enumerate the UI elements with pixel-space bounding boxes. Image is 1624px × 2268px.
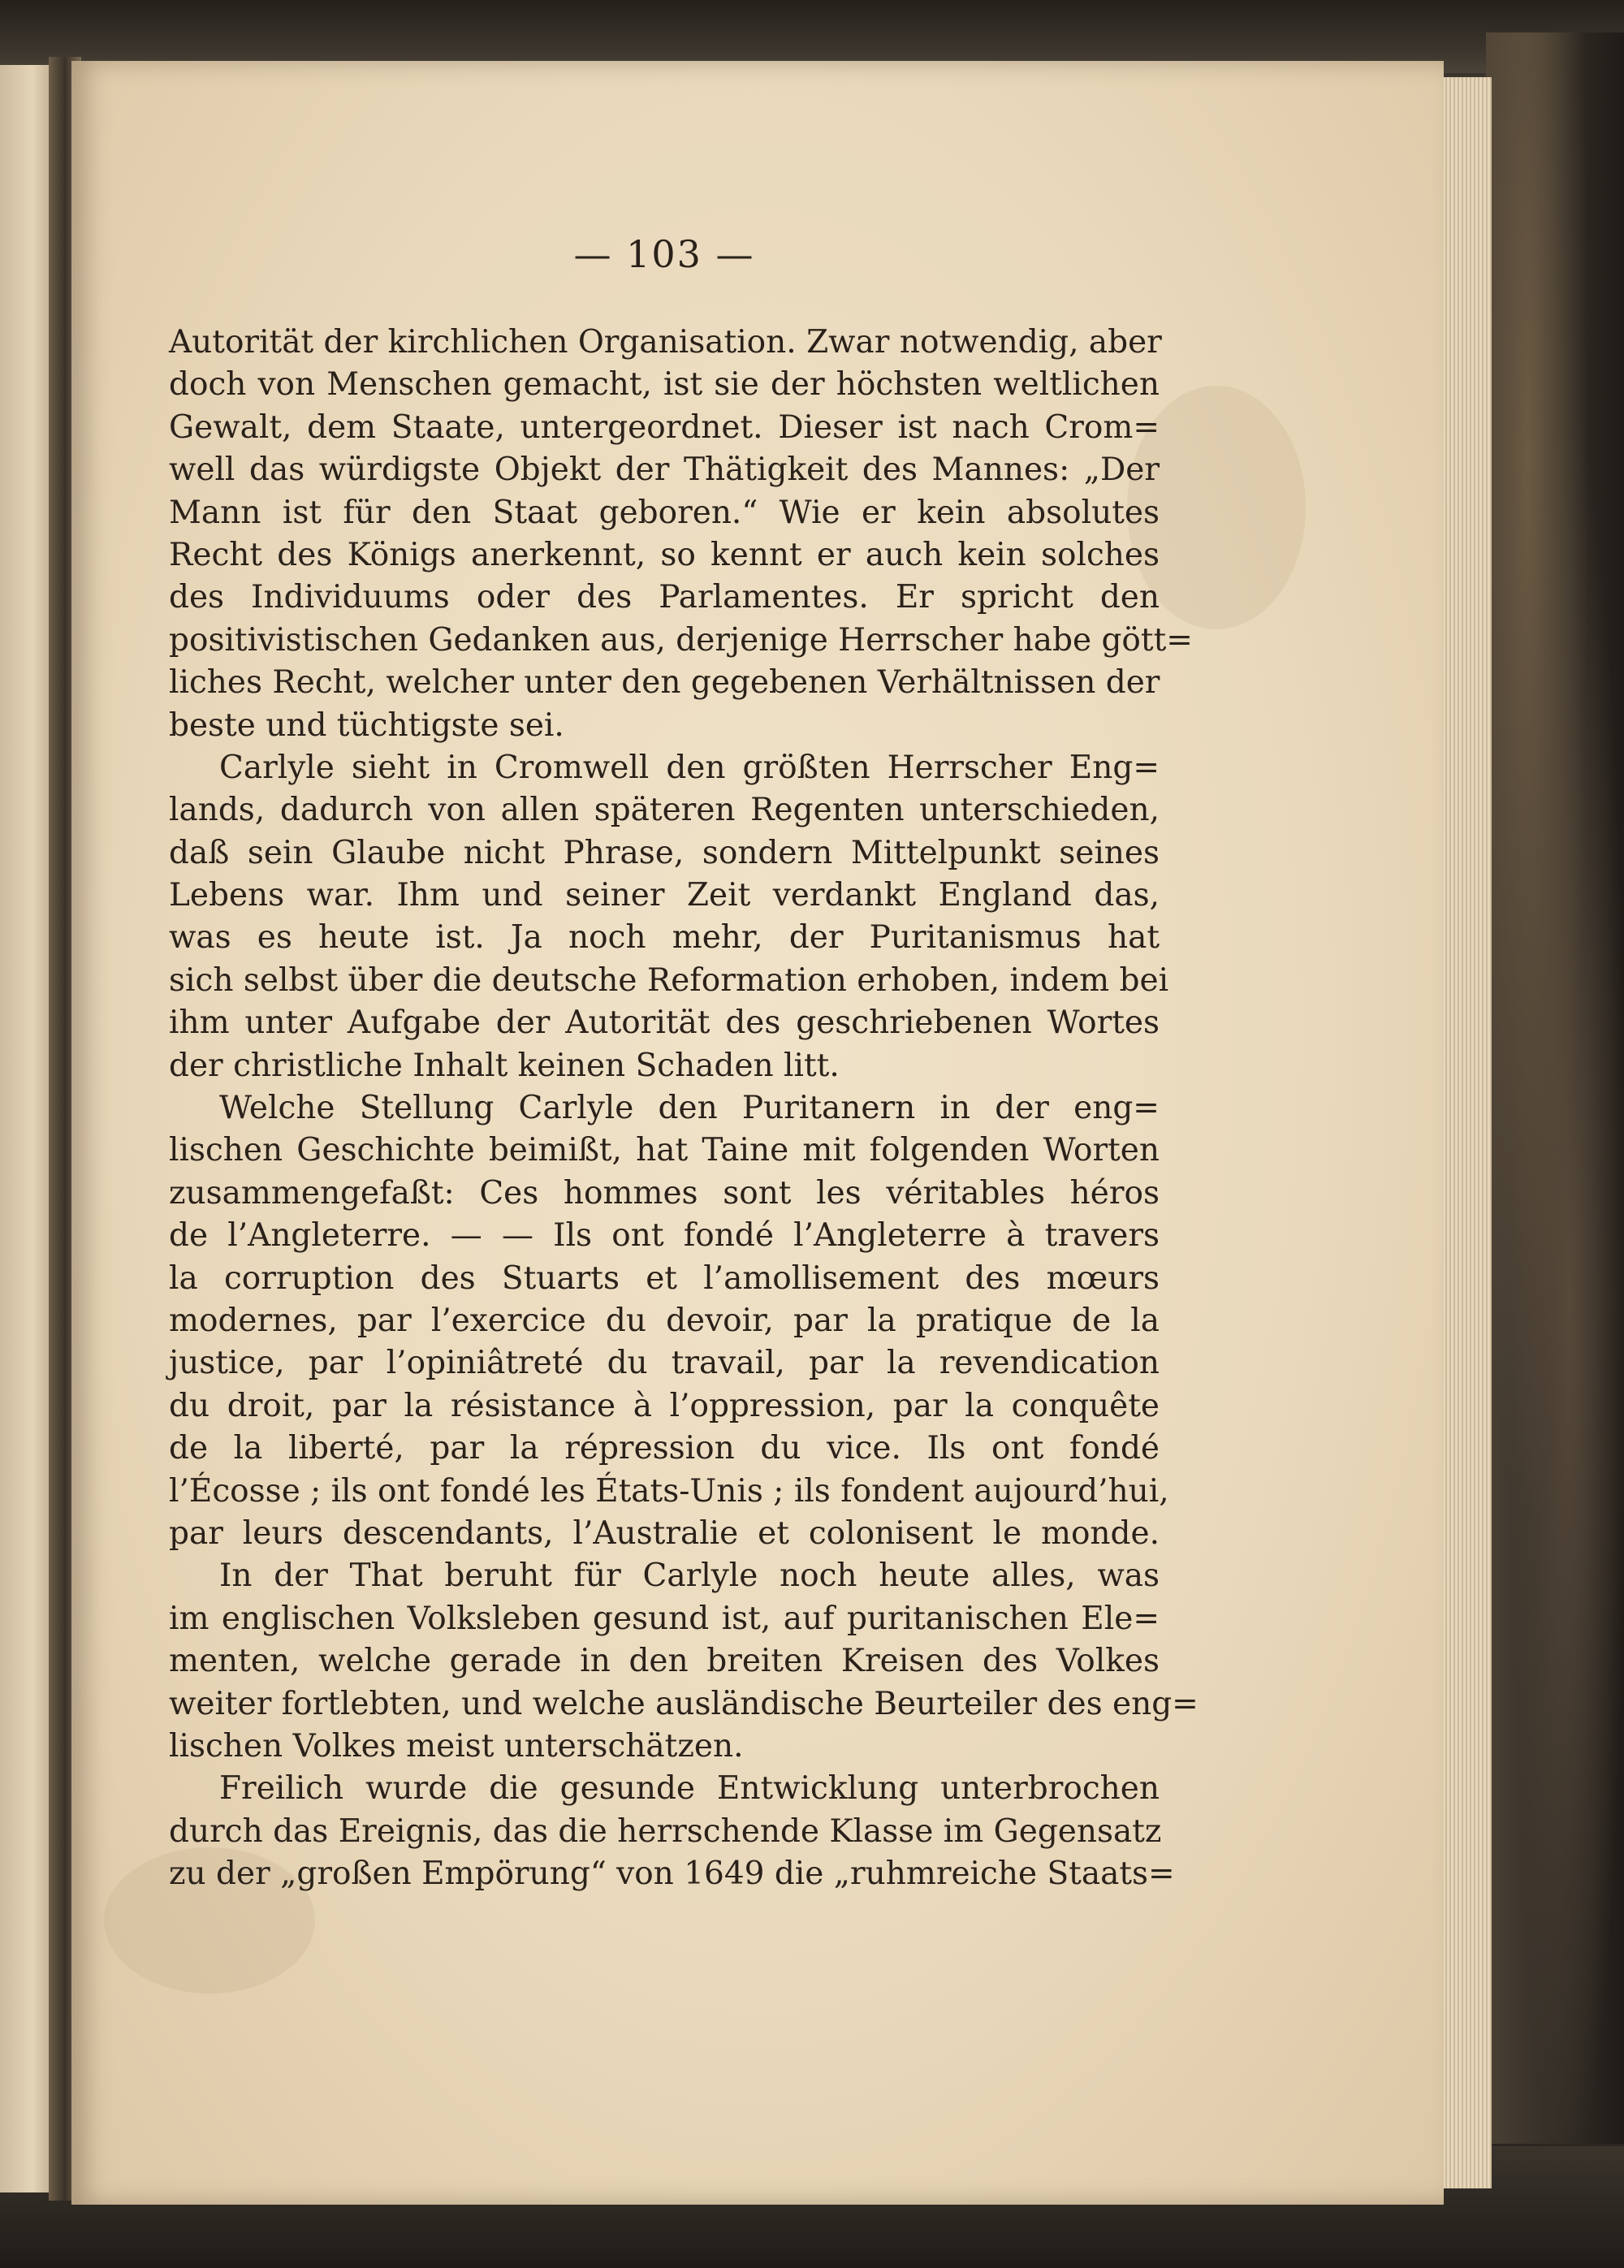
- text-line: positivistischen Gedanken aus, derjenige Herrscher habe gött=: [169, 621, 1193, 659]
- text-line: menten, welche gerade in den breiten Kreisen des Volkes: [169, 1643, 1160, 1680]
- text-line: doch von Menschen gemacht, ist sie der höchsten weltlichen: [169, 366, 1160, 404]
- text-line: l’Écosse ; ils ont fondé les États-Unis ; ils fondent aujourd’hui,: [169, 1472, 1169, 1510]
- text-line: Freilich wurde die gesunde Entwicklung unterbrochen: [219, 1770, 1160, 1808]
- text-line: Carlyle sieht in Cromwell den größten Herrscher Eng=: [219, 749, 1160, 786]
- body-text: [169, 322, 1199, 1895]
- text-line: liches Recht, welcher unter den gegebenen Verhältnissen der: [169, 664, 1160, 702]
- text-line: Mann ist für den Staat geboren.“ Wie er kein absolutes: [169, 494, 1160, 531]
- text-line: la corruption des Stuarts et l’amollisement des mœurs: [169, 1259, 1160, 1297]
- text-line: Welche Stellung Carlyle den Puritanern in der eng=: [219, 1090, 1160, 1127]
- text-line: lands, dadurch von allen späteren Regenten unterschieden,: [169, 792, 1160, 829]
- text-line: de la liberté, par la répression du vice. Ils ont fondé: [169, 1430, 1160, 1467]
- text-line: du droit, par la résistance à l’oppression, par la conquête: [169, 1387, 1160, 1424]
- text-line: im englischen Volksleben gesund ist, auf puritanischen Ele=: [169, 1600, 1160, 1637]
- text-line: Gewalt, dem Staate, untergeordnet. Dieser ist nach Crom=: [169, 408, 1160, 446]
- text-line: de l’Angleterre. — — Ils ont fondé l’Angleterre à travers: [169, 1217, 1160, 1255]
- text-line: well das würdigste Objekt der Thätigkeit des Mannes: „Der: [169, 451, 1160, 489]
- text-line: zusammengefaßt: Ces hommes sont les véritables héros: [169, 1174, 1160, 1212]
- text-line: daß sein Glaube nicht Phrase, sondern Mittelpunkt seines: [169, 834, 1160, 871]
- text-line: modernes, par l’exercice du devoir, par la pratique de la: [169, 1302, 1160, 1339]
- text-line: par leurs descendants, l’Australie et colonisent le monde.: [169, 1514, 1160, 1552]
- text-line: beste und tüchtigste sei.: [169, 706, 564, 744]
- text-line: Autorität der kirchlichen Organisation. Zwar notwendig, aber: [169, 324, 1162, 361]
- text-line: justice, par l’opiniâtreté du travail, par la revendication: [169, 1345, 1160, 1382]
- text-line: Recht des Königs anerkennt, so kennt er auch kein solches: [169, 536, 1160, 573]
- text-line: was es heute ist. Ja noch mehr, der Puritanismus hat: [169, 919, 1160, 957]
- text-line: zu der „großen Empörung“ von 1649 die „ruhmreiche Staats=: [169, 1855, 1175, 1893]
- book-cover-right-edge: [1486, 32, 1624, 2144]
- text-line: der christliche Inhalt keinen Schaden litt.: [169, 1047, 840, 1084]
- text-line: In der That beruht für Carlyle noch heute alles, was: [219, 1557, 1160, 1595]
- text-line: weiter fortlebten, und welche ausländische Beurteiler des eng=: [169, 1685, 1199, 1722]
- page-number: — 103 —: [573, 232, 755, 276]
- text-line: des Individuums oder des Parlamentes. Er spricht den: [169, 579, 1160, 616]
- text-line: lischen Volkes meist unterschätzen.: [169, 1727, 744, 1765]
- text-line: sich selbst über die deutsche Reformation erhoben, indem bei: [169, 961, 1169, 999]
- text-line: lischen Geschichte beimißt, hat Taine mit folgenden Worten: [169, 1132, 1160, 1169]
- text-line: durch das Ereignis, das die herrschende Klasse im Gegensatz: [169, 1812, 1162, 1850]
- text-line: ihm unter Aufgabe der Autorität des geschriebenen Wortes: [169, 1004, 1160, 1042]
- text-line: Lebens war. Ihm und seiner Zeit verdankt England das,: [169, 877, 1160, 914]
